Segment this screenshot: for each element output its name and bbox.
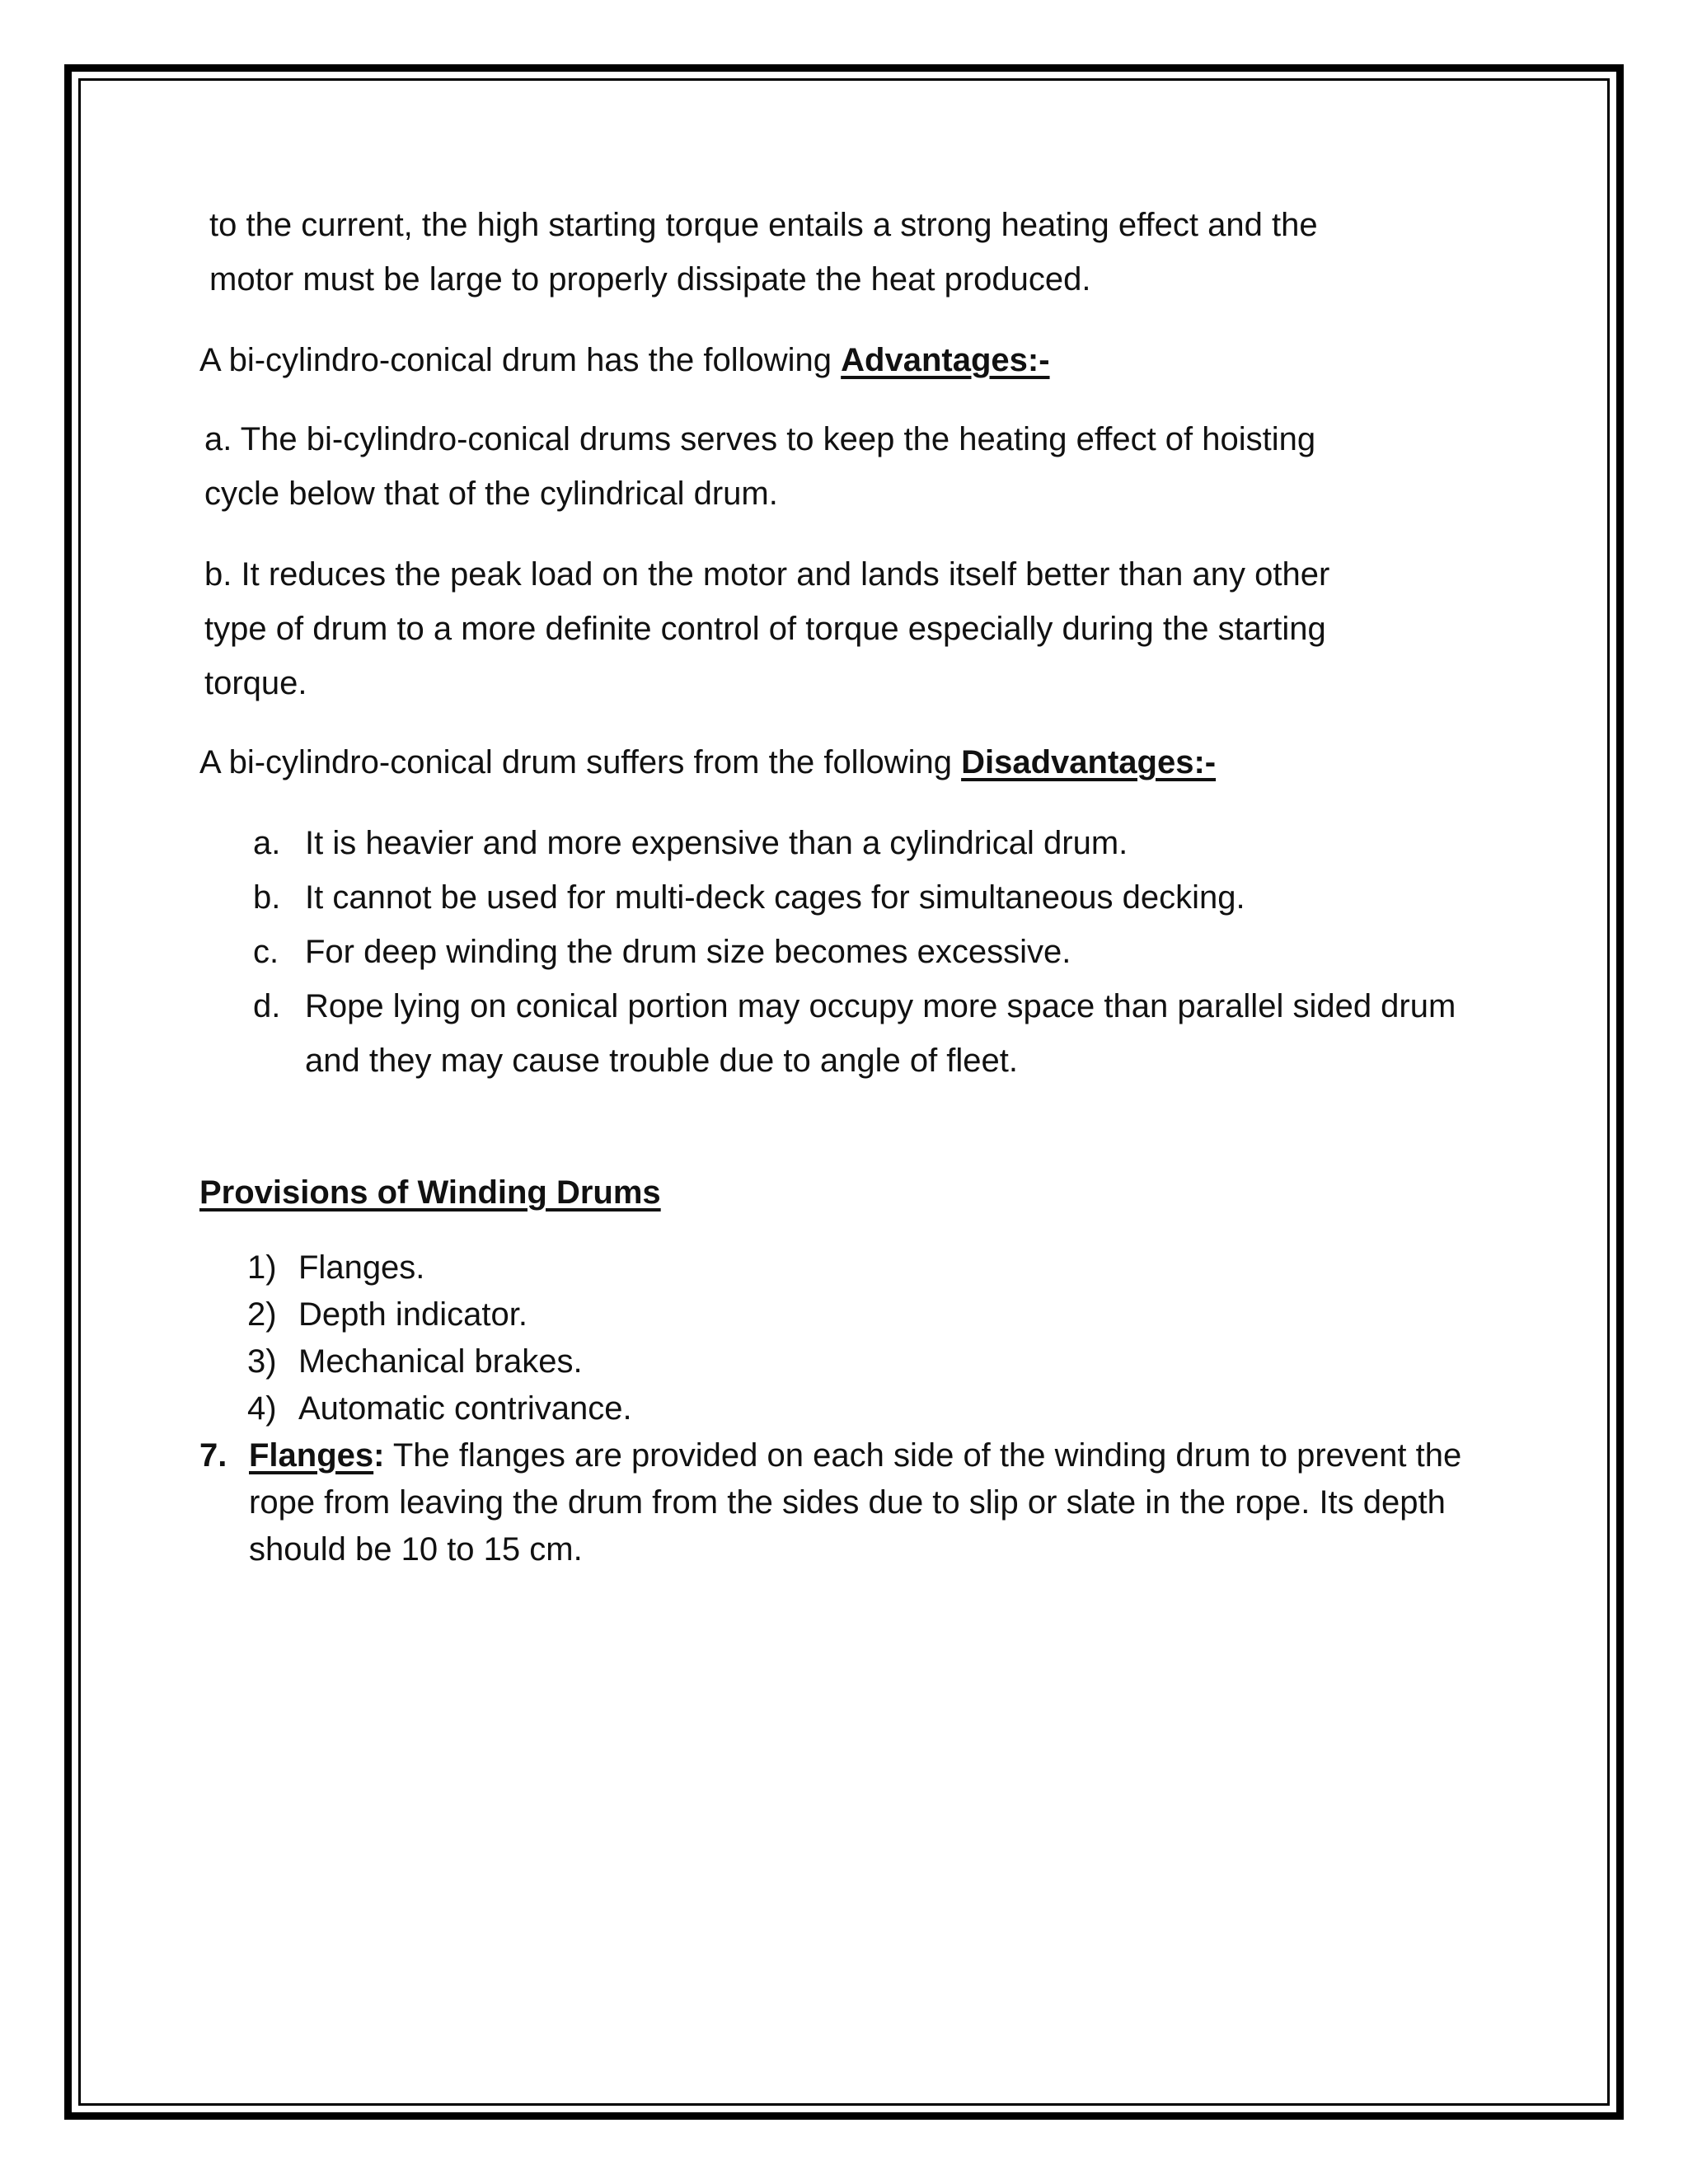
paragraph-line: cycle below that of the cylindrical drum. bbox=[204, 476, 778, 512]
list-item bbox=[199, 979, 1510, 1088]
advantages-heading: Advantages:- bbox=[841, 342, 1050, 378]
list-item-text: For deep winding the drum size becomes excessive. bbox=[305, 934, 1071, 970]
disadvantages-intro-text: A bi-cylindro-conical drum suffers from the following bbox=[199, 744, 962, 780]
section-7-flanges bbox=[199, 1432, 1510, 1573]
list-marker: 4) bbox=[247, 1390, 277, 1427]
list-item bbox=[199, 870, 1510, 925]
list-item-text: Mechanical brakes. bbox=[298, 1343, 583, 1380]
paragraph-line: type of drum to a more definite control of torque especially during the starting bbox=[204, 611, 1326, 647]
list-item-text: It cannot be used for multi-deck cages for simultaneous decking. bbox=[305, 879, 1245, 916]
list-marker: 2) bbox=[247, 1296, 277, 1333]
list-item-text: Rope lying on conical portion may occupy more space than parallel sided drum and they may cause trouble due to angle of fleet. bbox=[305, 988, 1456, 1079]
page-content bbox=[199, 198, 1510, 1573]
list-marker: 1) bbox=[247, 1249, 277, 1286]
list-item bbox=[199, 816, 1510, 870]
advantages-intro-text: A bi-cylindro-conical drum has the following bbox=[199, 342, 842, 378]
list-item-text: It is heavier and more expensive than a cylindrical drum. bbox=[305, 825, 1128, 861]
list-marker: d. bbox=[253, 988, 281, 1024]
paragraph-line: torque. bbox=[204, 665, 307, 701]
paragraph-line: b. It reduces the peak load on the motor and lands itself better than any other bbox=[204, 556, 1330, 593]
section-title-colon: : bbox=[373, 1437, 385, 1474]
disadvantages-heading: Disadvantages:- bbox=[961, 744, 1217, 780]
list-marker: b. bbox=[253, 879, 281, 916]
list-item-text: Automatic contrivance. bbox=[298, 1390, 632, 1427]
list-marker: 3) bbox=[247, 1343, 277, 1380]
paragraph-line: to the current, the high starting torque entails a strong heating effect and the bbox=[209, 207, 1318, 243]
advantage-item-a bbox=[204, 412, 1510, 521]
provisions-heading-text: Provisions of Winding Drums bbox=[199, 1174, 661, 1211]
list-item-text: Flanges. bbox=[298, 1249, 425, 1286]
provisions-heading bbox=[199, 1165, 1510, 1220]
list-item bbox=[199, 1338, 1510, 1385]
section-number: 7. bbox=[199, 1437, 227, 1474]
advantage-item-b bbox=[204, 547, 1510, 710]
disadvantages-list bbox=[199, 816, 1510, 1088]
continued-paragraph bbox=[204, 198, 1510, 307]
advantages-intro bbox=[199, 333, 1510, 387]
list-item bbox=[199, 1244, 1510, 1291]
list-item bbox=[199, 925, 1510, 979]
paragraph-line: a. The bi-cylindro-conical drums serves to keep the heating effect of hoisting bbox=[204, 421, 1316, 457]
list-item bbox=[199, 1291, 1510, 1338]
list-item-text: Depth indicator. bbox=[298, 1296, 528, 1333]
section-title: Flanges bbox=[249, 1437, 374, 1474]
list-marker: a. bbox=[253, 825, 281, 861]
section-body: The flanges are provided on each side of the winding drum to prevent the rope from leaving the drum from the sides due to slip or slate in the rope. Its depth should be 10 to 15 cm. bbox=[249, 1437, 1462, 1568]
list-item bbox=[199, 1385, 1510, 1432]
paragraph-line: motor must be large to properly dissipate the heat produced. bbox=[209, 261, 1091, 298]
provisions-list bbox=[199, 1244, 1510, 1432]
disadvantages-intro bbox=[199, 735, 1510, 790]
list-marker: c. bbox=[253, 934, 279, 970]
